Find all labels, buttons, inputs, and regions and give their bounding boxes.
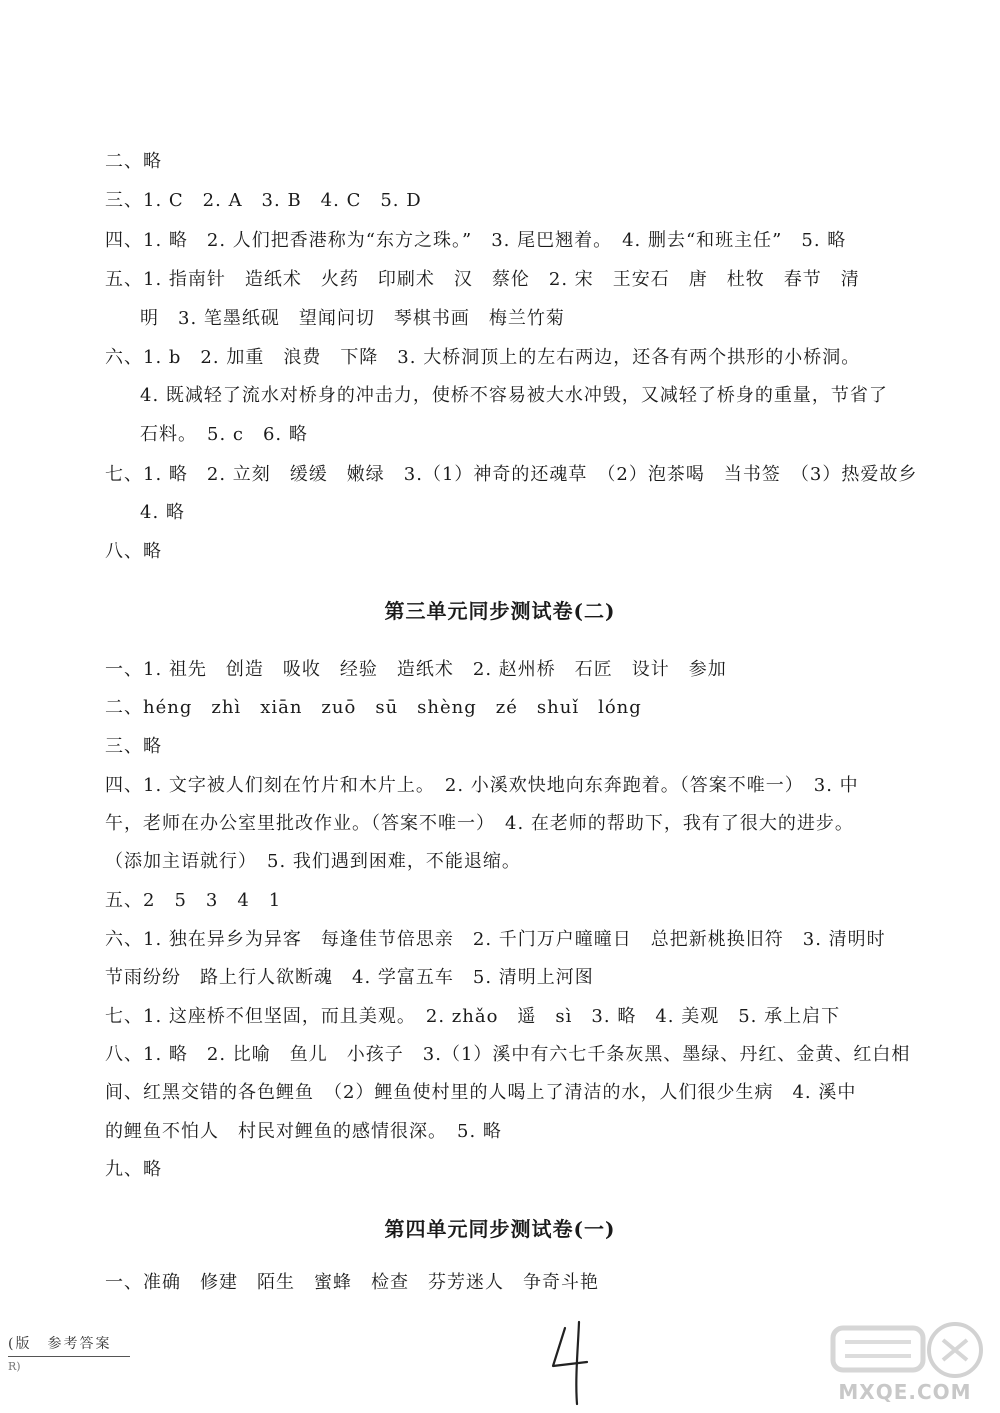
answer-line: 八、略 (105, 541, 162, 562)
answer-line: 六、1. 独在异乡为异客 每逢佳节倍思亲 2. 千门万户曈曈日 总把新桃换旧符 3. 清明时 (105, 929, 886, 950)
footer-sub-label: R) (8, 1360, 21, 1373)
answer-line: 明 3. 笔墨纸砚 望闻问切 琴棋书画 梅兰竹菊 (140, 308, 565, 329)
answer-line: 五、2 5 3 4 1 (105, 890, 282, 911)
answer-line: 一、准确 修建 陌生 蜜蜂 检查 芬芳迷人 争奇斗艳 (105, 1272, 599, 1293)
footer-divider (8, 1356, 130, 1357)
watermark-logo (815, 1318, 995, 1408)
answer-line: 间、红黑交错的各色鲤鱼 （2）鲤鱼使村里的人喝上了清洁的水，人们很少生病 4. 溪中 (105, 1082, 857, 1103)
answer-line: （添加主语就行） 5. 我们遇到困难，不能退缩。 (105, 851, 521, 872)
answer-line: 二、略 (105, 151, 162, 172)
answer-line: 4. 既减轻了流水对桥身的冲击力，使桥不容易被大水冲毁，又减轻了桥身的重量，节省了 (140, 385, 888, 406)
answer-line: 二、héng zhì xiān zuō sū shèng zé shuǐ lóng (105, 697, 642, 718)
footer-label: (版 参考答案 (8, 1336, 112, 1352)
answer-line: 六、1. b 2. 加重 浪费 下降 3. 大桥洞顶上的左右两边，还各有两个拱形的小桥洞。 (105, 347, 861, 368)
answer-line: 四、1. 文字被人们刻在竹片和木片上。 2. 小溪欢快地向东奔跑着。（答案不唯一） 3. 中 (105, 775, 859, 796)
answer-line: 的鲤鱼不怕人 村民对鲤鱼的感情很深。 5. 略 (105, 1121, 502, 1142)
answer-line: 三、1. C 2. A 3. B 4. C 5. D (105, 190, 422, 211)
answer-line: 七、1. 这座桥不但坚固，而且美观。 2. zhǎo 遥 sì 3. 略 4. 美观 5. 承上启下 (105, 1006, 841, 1027)
answer-line: 五、1. 指南针 造纸术 火药 印刷术 汉 蔡伦 2. 宋 王安石 唐 杜牧 春节 清 (105, 269, 860, 290)
answer-line: 午，老师在办公室里批改作业。（答案不唯一） 4. 在老师的帮助下，我有了很大的进步。 (105, 813, 854, 834)
answer-line: 石料。 5. c 6. 略 (140, 424, 308, 445)
watermark-emblem-icon (815, 1318, 995, 1380)
answer-line: 七、1. 略 2. 立刻 缓缓 嫩绿 3.（1）神奇的还魂草 （2）泡茶喝 当书签 （3）热爱故乡 (105, 464, 918, 485)
handwritten-page-number (545, 1318, 595, 1408)
answer-line: 四、1. 略 2. 人们把香港称为“东方之珠。” 3. 尾巴翘着。 4. 删去“和班主任” 5. 略 (105, 230, 847, 251)
section-title: 第四单元同步测试卷(一) (384, 1217, 616, 1241)
answer-line: 一、1. 祖先 创造 吸收 经验 造纸术 2. 赵州桥 石匠 设计 参加 (105, 659, 727, 680)
watermark-text: MXQE.COM (838, 1380, 972, 1404)
answer-line: 九、略 (105, 1159, 162, 1180)
section-title: 第三单元同步测试卷(二) (384, 599, 616, 623)
answer-line: 节雨纷纷 路上行人欲断魂 4. 学富五车 5. 清明上河图 (105, 967, 594, 988)
answer-line: 三、略 (105, 736, 162, 757)
answer-line: 4. 略 (140, 502, 185, 523)
answer-line: 八、1. 略 2. 比喻 鱼儿 小孩子 3.（1）溪中有六七千条灰黑、墨绿、丹红、金黄、红白相 (105, 1044, 911, 1065)
